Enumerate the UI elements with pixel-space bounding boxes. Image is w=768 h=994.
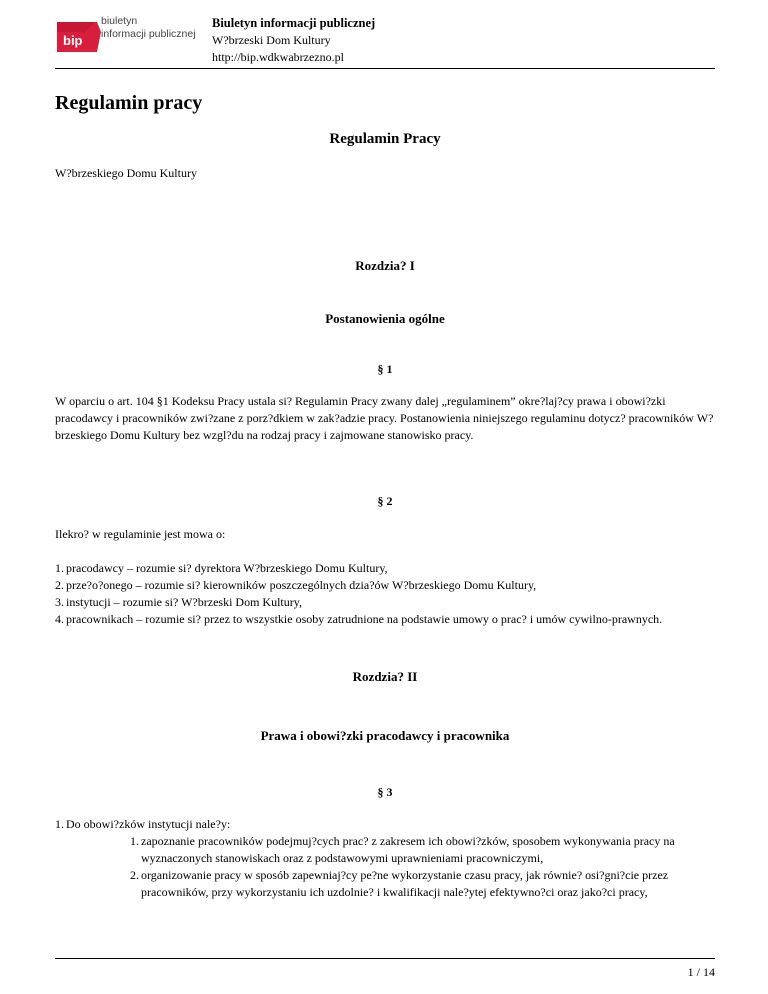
bip-logo-icon <box>55 18 103 54</box>
logo-line-1: biuletyn <box>101 15 138 27</box>
header-org: W?brzeski Dom Kultury <box>212 33 331 47</box>
list-item: 4. pracownikach – rozumie si? przez to wszystkie osoby zatrudnione na podstawie umowy o prac? i umów cywilno-prawnych. <box>55 612 663 626</box>
section-2-intro: Ilekro? w regulaminie jest mowa o: <box>55 527 226 541</box>
logo-badge-text: bip <box>63 33 83 48</box>
section-1-sign: § 1 <box>377 362 393 376</box>
list-item: 1. zapoznanie pracowników podejmuj?cych prac? z zakresem ich obowi?zków, sposobem wykonywania pracy na wyznaczonych stanowiskach oraz z podstawowymi uprawnieniami pracowniczymi, <box>130 834 675 865</box>
logo-line-2: informacji publicznej <box>101 28 196 40</box>
document-body <box>55 90 715 901</box>
logo-text <box>101 15 196 41</box>
list-item: 1. Do obowi?zków instytucji nale?y: 1. zapoznanie pracowników podejmuj?cych prac? z zakresem ich obowi?zków, sposobem wykonywania pracy na wyznaczonych stanowiskach oraz z podstawowymi uprawnieniami pracowniczymi, 2. organizowanie pracy w sposób zapewniaj?cy pe?ne wykorzystanie czasu pracy, jak równie? osi?gni?cie przez pracowników, przy wykorzystaniu ich uzdolnie? i kwalifikacji nale?ytej efektywno?ci oraz jako?ci pracy, <box>55 816 715 901</box>
doc-subtitle: Regulamin Pracy <box>329 131 441 147</box>
list-item: 1. pracodawcy – rozumie si? dyrektora W?brzeskiego Domu Kultury, <box>55 561 388 575</box>
page-title: Regulamin pracy <box>55 92 203 114</box>
header-title: Biuletyn informacji publicznej <box>212 16 376 30</box>
footer-divider <box>55 958 715 959</box>
header-divider <box>55 68 715 69</box>
chapter-2-title: Prawa i obowi?zki pracodawcy i pracownika <box>260 728 510 743</box>
section-2-sign: § 2 <box>377 494 393 508</box>
bip-logo <box>55 14 205 54</box>
section-1-text: W oparciu o art. 104 §1 Kodeksu Pracy ustala si? Regulamin Pracy zwany dalej „regulaminem” okre?laj?cy prawa i obowi?zki pracodawcy i pracowników zwi?zane z porz?dkiem w zak?adzie pracy. Postanowienia niniejszego regulaminu dotycz? pracowników W?brzeskiego Domu Kultury bez wzgl?du na rodzaj pracy i zajmowane stanowisko pracy. <box>55 394 714 442</box>
org-line: W?brzeskiego Domu Kultury <box>55 166 197 180</box>
section-3-list <box>55 816 715 901</box>
list-item: 2. organizowanie pracy w sposób zapewniaj?cy pe?ne wykorzystanie czasu pracy, jak równie? osi?gni?cie przez pracowników, przy wykorzystaniu ich uzdolnie? i kwalifikacji nale?ytej efektywno?ci oraz jako?ci pracy, <box>130 868 669 899</box>
list-item: 3. instytucji – rozumie si? W?brzeski Dom Kultury, <box>55 595 302 609</box>
section-3-sublist <box>130 833 715 901</box>
section-2-list <box>55 560 715 628</box>
list-item: 2. prze?o?onego – rozumie si? kierowników poszczególnych dzia?ów W?brzeskiego Domu Kultury, <box>55 578 537 592</box>
chapter-1-heading: Rozdzia? I <box>355 258 415 273</box>
page-number: 1 / 14 <box>687 965 715 979</box>
chapter-1-title: Postanowienia ogólne <box>325 311 445 326</box>
document-header <box>55 14 715 64</box>
header-info <box>212 15 375 66</box>
chapter-2-heading: Rozdzia? II <box>352 669 418 684</box>
section-3-sign: § 3 <box>377 785 393 799</box>
header-url[interactable]: http://bip.wdkwabrzezno.pl <box>212 50 344 64</box>
